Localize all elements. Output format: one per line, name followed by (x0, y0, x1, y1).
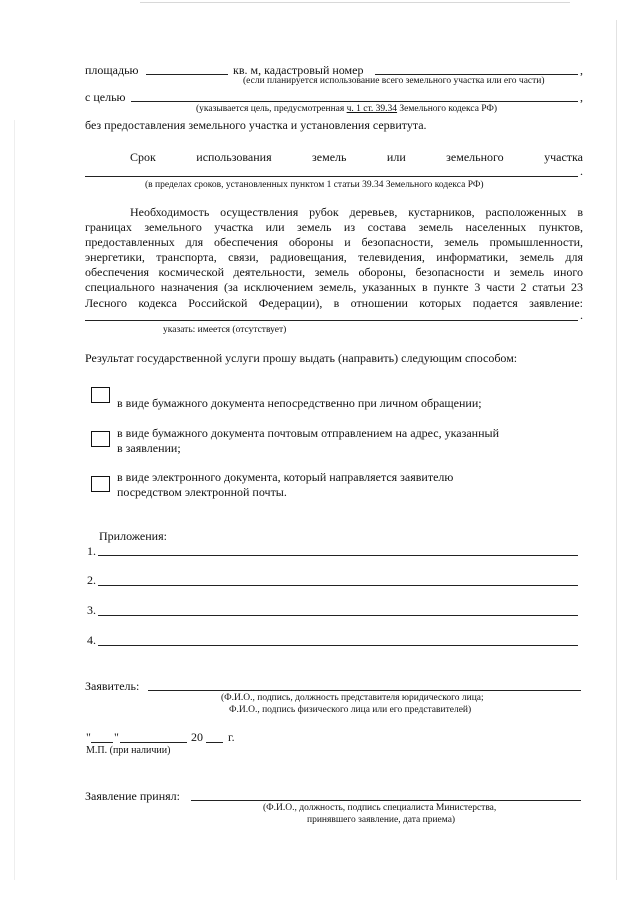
applicant-hint: Ф.И.О., подпись физического лица или его представителей) (229, 705, 472, 715)
purpose-hint-after: Земельного кодекса РФ) (399, 104, 498, 114)
purpose-hint-before: (указывается цель, предусмотренная (196, 104, 345, 114)
area-label: площадью (85, 63, 139, 77)
applicant-field[interactable] (148, 690, 581, 691)
purpose-hint-link[interactable]: ч. 1 ст. 39.34 (346, 104, 398, 114)
attachment-number: 2. (87, 573, 96, 587)
cadastral-number-field[interactable] (375, 74, 578, 75)
date-day-field[interactable] (91, 742, 113, 743)
attachment-field[interactable] (98, 585, 578, 586)
term-word: Срок (130, 150, 156, 164)
term-word: использования (196, 150, 272, 164)
accepted-hint: принявшего заявление, дата приема) (307, 815, 456, 825)
felling-line: предоставленных для обеспечения обороны и безопасности, земель промышленности, (85, 235, 583, 250)
delivery-option-label: в виде электронного документа, который направляется заявителю (117, 470, 454, 484)
term-word: земель (312, 150, 347, 164)
purpose-continuation: без предоставления земельного участка и установления сервитута. (85, 118, 427, 132)
applicant-hint: (Ф.И.О., подпись, должность представителя юридического лица; (221, 693, 484, 703)
purpose-comma: , (580, 90, 583, 104)
felling-line: обеспечения космической деятельности, земель обороны, безопасности и земель иного (85, 265, 583, 280)
applicant-label: Заявитель: (85, 679, 140, 693)
date-year-field[interactable] (206, 742, 223, 743)
attachment-field[interactable] (98, 555, 578, 556)
attachment-field[interactable] (98, 615, 578, 616)
date-month-field[interactable] (120, 742, 187, 743)
date-year-prefix: 20 (191, 730, 203, 744)
term-field[interactable] (85, 176, 578, 177)
felling-dot: . (580, 308, 583, 322)
date-close-quote: " (114, 730, 119, 744)
attachment-number: 3. (87, 603, 96, 617)
term-hint: (в пределах сроков, установленных пунктом 1 статьи 39.34 Земельного кодекса РФ) (145, 180, 484, 190)
delivery-option-checkbox[interactable] (91, 431, 110, 447)
term-dot: . (580, 164, 583, 178)
felling-field[interactable] (85, 320, 578, 321)
accepted-label: Заявление принял: (85, 789, 180, 803)
term-word: или (386, 150, 406, 164)
delivery-option-checkbox[interactable] (91, 387, 110, 403)
stamp-note: М.П. (при наличии) (86, 745, 171, 756)
felling-paragraph (85, 205, 583, 311)
delivery-option-label: в виде бумажного документа почтовым отправлением на адрес, указанный (117, 426, 499, 440)
felling-line-first: Необходимость осуществления рубок деревьев, кустарников, расположенных в (130, 205, 583, 219)
accepted-hint: (Ф.И.О., должность, подпись специалиста Министерства, (263, 803, 497, 813)
purpose-hint (196, 104, 497, 115)
date-year-suffix: г. (228, 730, 235, 744)
term-line (130, 150, 583, 164)
term-word: земельного (446, 150, 504, 164)
term-word: участка (544, 150, 583, 164)
felling-line: границах земельного участка или земель из состава земель населенных пунктов, (85, 220, 583, 235)
delivery-option-label: посредством электронной почты. (117, 485, 287, 499)
felling-line: энергетики, транспорта, связи, радиовещания, телевидения, информатики, земель для (85, 250, 583, 265)
delivery-option-label: в заявлении; (117, 441, 181, 455)
date-open-quote: " (86, 730, 91, 744)
area-unit-label: кв. м, кадастровый номер (233, 63, 364, 77)
attachment-number: 1. (87, 544, 96, 558)
result-heading: Результат государственной услуги прошу выдать (направить) следующим способом: (85, 351, 518, 365)
attachments-heading: Приложения: (99, 529, 167, 543)
purpose-field[interactable] (131, 101, 578, 102)
attachment-number: 4. (87, 633, 96, 647)
area-comma: , (580, 63, 583, 77)
felling-line: специального назначения (за исключением земель, указанных в пункте 3 части 2 статьи 23 (85, 280, 583, 295)
area-value-field[interactable] (146, 74, 228, 75)
scan-artifact-right (616, 20, 617, 880)
felling-line: Лесного кодекса Российской Федерации), в отношении которых подается заявление: (85, 295, 583, 310)
felling-hint: указать: имеется (отсутствует) (163, 325, 287, 335)
area-hint: (если планируется использование всего земельного участка или его части) (243, 76, 545, 86)
scan-artifact-left (14, 120, 15, 880)
accepted-field[interactable] (191, 800, 581, 801)
delivery-option-checkbox[interactable] (91, 476, 110, 492)
attachment-field[interactable] (98, 645, 578, 646)
scan-artifact-top (140, 2, 570, 3)
delivery-option-label: в виде бумажного документа непосредственно при личном обращении; (117, 396, 482, 410)
purpose-label: с целью (85, 90, 126, 104)
